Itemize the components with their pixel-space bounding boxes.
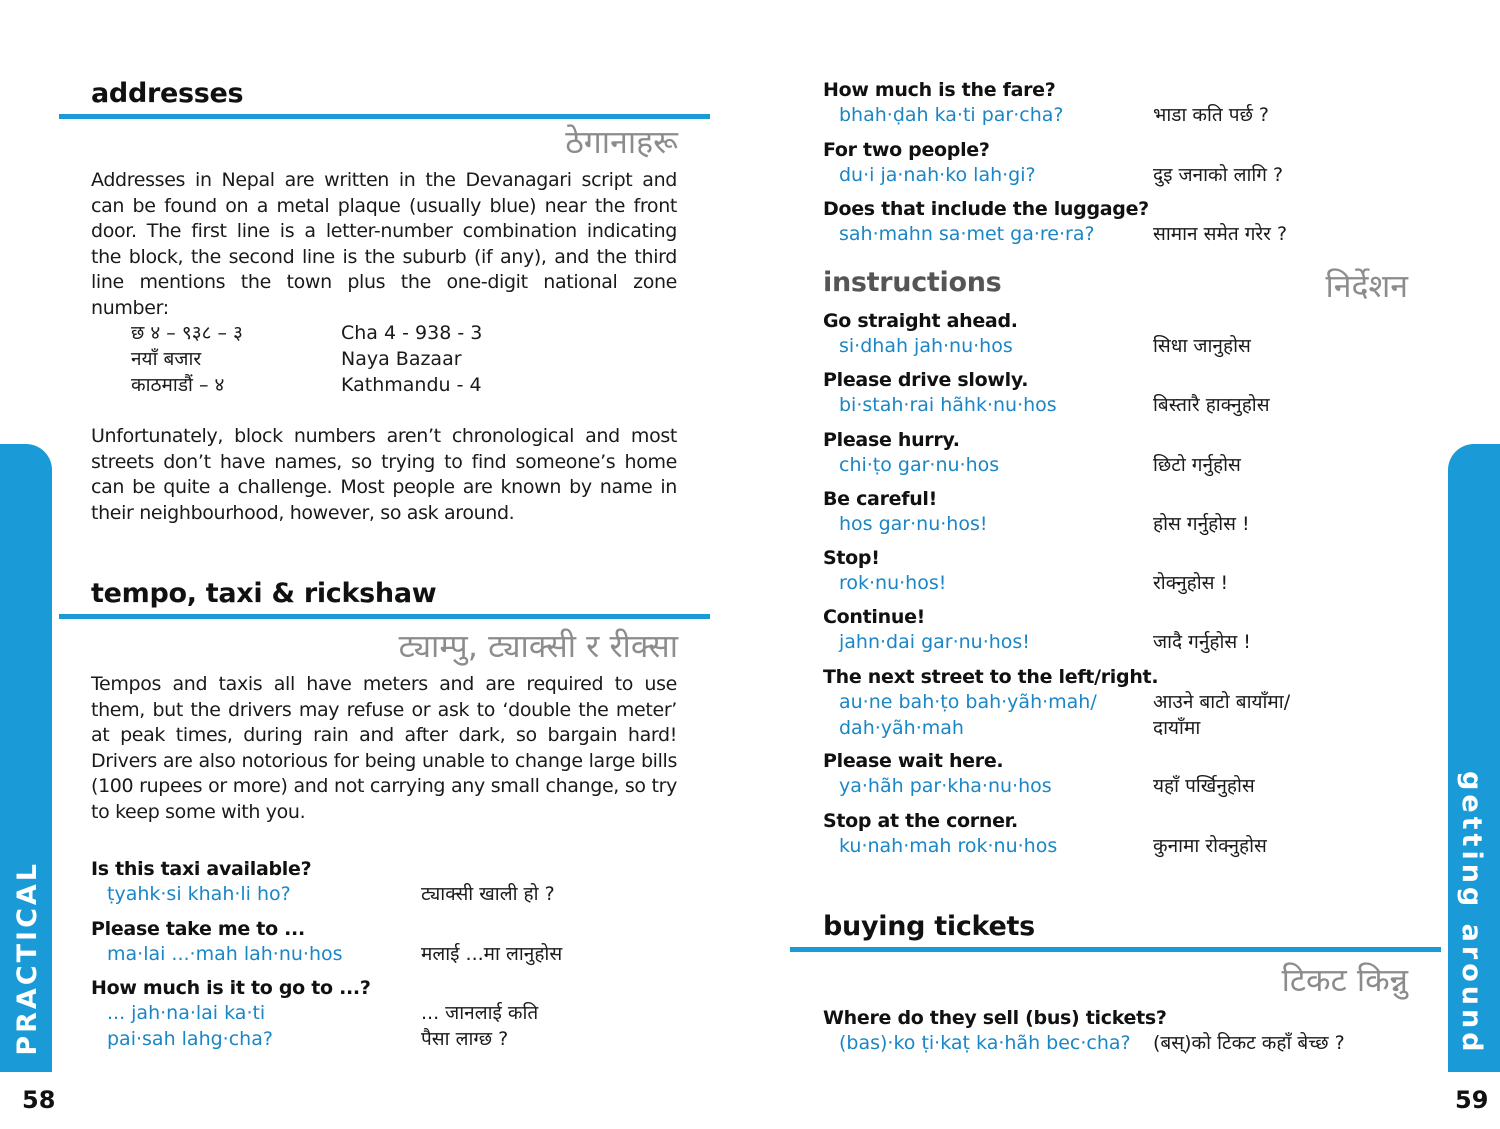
page-number-left: 58 xyxy=(22,1086,56,1114)
phrase-nepali-line: कुनामा रोक्नुहोस xyxy=(1153,835,1267,857)
address-roman: Cha 4 - 938 - 3 xyxy=(341,322,483,344)
phrase-english: Where do they sell (bus) tickets? xyxy=(823,1007,1167,1029)
phrase-nepali-line: पैसा लाग्छ ? xyxy=(421,1027,509,1050)
addresses-nepali-title: ठेगानाहरू xyxy=(565,123,678,161)
phrase-translit xyxy=(839,774,1052,800)
phrase-translit-line: rok·nu·hos! xyxy=(839,572,947,594)
phrase-translit-line: ku·nah·mah rok·nu·hos xyxy=(839,835,1058,857)
phrase-two-people xyxy=(823,137,1284,186)
tempo-rule xyxy=(59,614,710,619)
phrase-translit-line: pai·sah lahg·cha? xyxy=(107,1027,273,1050)
phrase-nepali-line: यहाँ पर्खिनुहोस xyxy=(1153,775,1255,797)
phrase-continue xyxy=(823,604,1251,653)
phrase-translit xyxy=(107,1001,273,1052)
practical-tab-label: PRACTICAL xyxy=(12,861,43,1056)
phrase-nepali-line: रोक्नुहोस ! xyxy=(1153,572,1229,594)
phrase-translit-line: (bas)·ko ṭi·kaṭ ka·hãh bec·cha? xyxy=(839,1032,1131,1054)
phrase-translit-line: ma·lai ...·mah lah·nu·hos xyxy=(107,943,343,965)
phrase-translit xyxy=(839,1031,1131,1057)
phrase-translit xyxy=(839,103,1064,129)
phrase-translit xyxy=(839,630,1030,656)
phrase-nepali-line: मलाई ...मा लानुहोस xyxy=(421,943,563,965)
phrase-please-hurry xyxy=(823,427,1241,476)
phrase-nepali xyxy=(421,942,562,968)
phrase-english: Please hurry. xyxy=(823,429,960,451)
phrase-translit xyxy=(839,834,1057,860)
phrase-luggage xyxy=(823,196,1288,245)
phrase-translit xyxy=(839,453,999,479)
phrase-stop xyxy=(823,545,1229,594)
phrase-translit-line: chi·ṭo gar·nu·hos xyxy=(839,454,1000,476)
phrase-nepali-line: सिधा जानुहोस xyxy=(1153,335,1251,357)
phrase-nepali-line: छिटो गर्नुहोस xyxy=(1153,454,1241,476)
right-page xyxy=(750,0,1500,1129)
getting-around-tab-label: getting around xyxy=(1456,771,1487,1056)
phrase-nepali-line: जादै गर्नुहोस ! xyxy=(1153,631,1251,653)
phrase-english: For two people? xyxy=(823,139,990,161)
address-devanagari: काठमाडौं – ४ xyxy=(131,374,225,396)
phrase-translit-line: ya·hãh par·kha·nu·hos xyxy=(839,775,1052,797)
phrase-translit-line: dah·yãh·mah xyxy=(839,716,964,739)
phrase-nepali xyxy=(421,1001,538,1052)
phrase-nepali-line: आउने बाटो बायाँमा/ xyxy=(1153,691,1291,713)
phrase-translit-line: bi·stah·rai hãhk·nu·hos xyxy=(839,394,1057,416)
phrase-english: Please take me to ... xyxy=(91,918,305,940)
phrase-please-wait xyxy=(823,748,1255,797)
phrase-translit xyxy=(839,222,1095,248)
phrase-nepali-line: दुइ जनाको लागि ? xyxy=(1153,164,1284,186)
phrase-translit-line: du·i ja·nah·ko lah·gi? xyxy=(839,164,1036,186)
phrase-translit-line: si·dhah jah·nu·hos xyxy=(839,335,1013,357)
phrase-nepali-line: सामान समेत गरेर ? xyxy=(1153,223,1288,245)
phrase-nepali xyxy=(1153,453,1241,479)
tickets-nepali-title: टिकट किन्नु xyxy=(1281,961,1408,999)
phrase-translit-line: sah·mahn sa·met ga·re·ra? xyxy=(839,223,1095,245)
phrase-english: Stop! xyxy=(823,547,880,569)
phrase-nepali xyxy=(1153,103,1269,129)
phrase-nepali xyxy=(1153,1031,1345,1057)
phrase-nepali xyxy=(1153,512,1250,538)
phrase-stop-corner xyxy=(823,808,1267,857)
phrase-english: Be careful! xyxy=(823,488,937,510)
phrase-how-much-to-go xyxy=(91,975,539,1050)
addresses-rule xyxy=(59,114,710,119)
phrase-nepali-line: होस गर्नुहोस ! xyxy=(1153,513,1250,535)
phrase-translit-line: hos gar·nu·hos! xyxy=(839,513,988,535)
phrase-nepali xyxy=(1153,834,1267,860)
page-number-right: 59 xyxy=(1455,1086,1489,1114)
phrase-english: The next street to the left/right. xyxy=(823,666,1159,688)
phrase-nepali xyxy=(1153,690,1290,741)
address-roman: Kathmandu - 4 xyxy=(341,374,482,396)
addresses-paragraph-2: Unfortunately, block numbers aren’t chronological and most streets don’t have names, so trying to find someone’s home can be quite a challenge. Most people are known by name in their neighbourhood, however, so ask around. xyxy=(91,425,677,524)
phrase-translit-line: ... jah·na·lai ka·ti xyxy=(107,1002,266,1024)
tempo-paragraph: Tempos and taxis all have meters and are required to use them, but the drivers may refuse or ask to ‘double the meter’ at peak times, during rain and after dark, so bargain hard! Drivers are also notorious for being unable to change large bills (100 rupees or more) and not carrying any small change, so try to keep some with you. xyxy=(91,673,677,823)
tempo-nepali-title: ट्याम्पु, ट्याक्सी र रीक्सा xyxy=(398,627,678,665)
phrase-nepali xyxy=(1153,222,1287,248)
address-devanagari: नयाँ बजार xyxy=(131,348,202,370)
phrase-translit xyxy=(839,690,1097,741)
phrase-translit xyxy=(839,571,946,597)
phrase-taxi-available xyxy=(91,856,555,905)
tickets-rule xyxy=(790,947,1441,952)
phrase-translit xyxy=(107,882,291,908)
addresses-paragraph: Addresses in Nepal are written in the Devanagari script and can be found on a metal plaque (usually blue) near the front door. The first line is a letter-number combination indicating the block, the second line is the suburb (if any), and the third line mentions the town plus the one-digit national zone number: xyxy=(91,169,677,319)
phrase-english: Is this taxi available? xyxy=(91,858,312,880)
phrase-nepali-line: भाडा कति पर्छ ? xyxy=(1153,104,1270,126)
phrase-go-straight xyxy=(823,308,1251,357)
phrase-english: Does that include the luggage? xyxy=(823,198,1149,220)
address-roman: Naya Bazaar xyxy=(341,348,462,370)
phrase-drive-slowly xyxy=(823,367,1270,416)
phrase-translit-line: bhah·ḍah ka·ti par·cha? xyxy=(839,104,1064,126)
phrase-translit xyxy=(107,942,343,968)
phrase-translit-line: jahn·dai gar·nu·hos! xyxy=(839,631,1030,653)
phrase-fare xyxy=(823,77,1270,126)
phrase-translit xyxy=(839,334,1013,360)
phrase-nepali xyxy=(1153,571,1228,597)
instructions-title: instructions xyxy=(823,267,1002,298)
phrase-english: Please wait here. xyxy=(823,750,1004,772)
practical-section-tab xyxy=(0,444,52,1072)
instructions-nepali-title: निर्देशन xyxy=(1325,267,1408,305)
phrase-nepali xyxy=(1153,393,1270,419)
phrase-nepali xyxy=(1153,334,1251,360)
phrase-nepali xyxy=(421,882,555,908)
addresses-title: addresses xyxy=(91,78,244,109)
phrase-nepali-line: ट्याक्सी खाली हो ? xyxy=(421,883,555,905)
phrase-translit xyxy=(839,512,987,538)
phrase-nepali-line: दायाँमा xyxy=(1153,716,1201,739)
phrase-nepali-line: (बस्)को टिकट कहाँ बेच्छ ? xyxy=(1153,1032,1345,1054)
phrase-nepali xyxy=(1153,630,1251,656)
phrase-be-careful xyxy=(823,486,1250,535)
phrase-nepali-line: ... जानलाई कति xyxy=(421,1002,539,1024)
phrase-english: How much is it to go to ...? xyxy=(91,977,371,999)
tickets-title: buying tickets xyxy=(823,911,1035,942)
phrase-next-street xyxy=(823,664,1291,739)
phrase-translit xyxy=(839,393,1057,419)
phrase-english: Stop at the corner. xyxy=(823,810,1018,832)
address-devanagari: छ ४ – ९३८ – ३ xyxy=(131,322,243,344)
tempo-title: tempo, taxi & rickshaw xyxy=(91,578,437,609)
phrase-sell-tickets xyxy=(823,1005,1345,1054)
phrase-english: Go straight ahead. xyxy=(823,310,1018,332)
getting-around-section-tab xyxy=(1448,444,1500,1072)
phrase-nepali xyxy=(1153,163,1283,189)
phrase-nepali xyxy=(1153,774,1255,800)
phrase-english: How much is the fare? xyxy=(823,79,1056,101)
phrase-translit xyxy=(839,163,1036,189)
phrase-nepali-line: बिस्तारै हाक्नुहोस xyxy=(1153,394,1270,416)
phrase-english: Continue! xyxy=(823,606,926,628)
phrase-translit-line: au·ne bah·ṭo bah·yãh·mah/ xyxy=(839,691,1097,713)
phrase-translit-line: ṭyahk·si khah·li ho? xyxy=(107,883,291,905)
phrase-take-me-to xyxy=(91,916,563,965)
phrase-english: Please drive slowly. xyxy=(823,369,1029,391)
